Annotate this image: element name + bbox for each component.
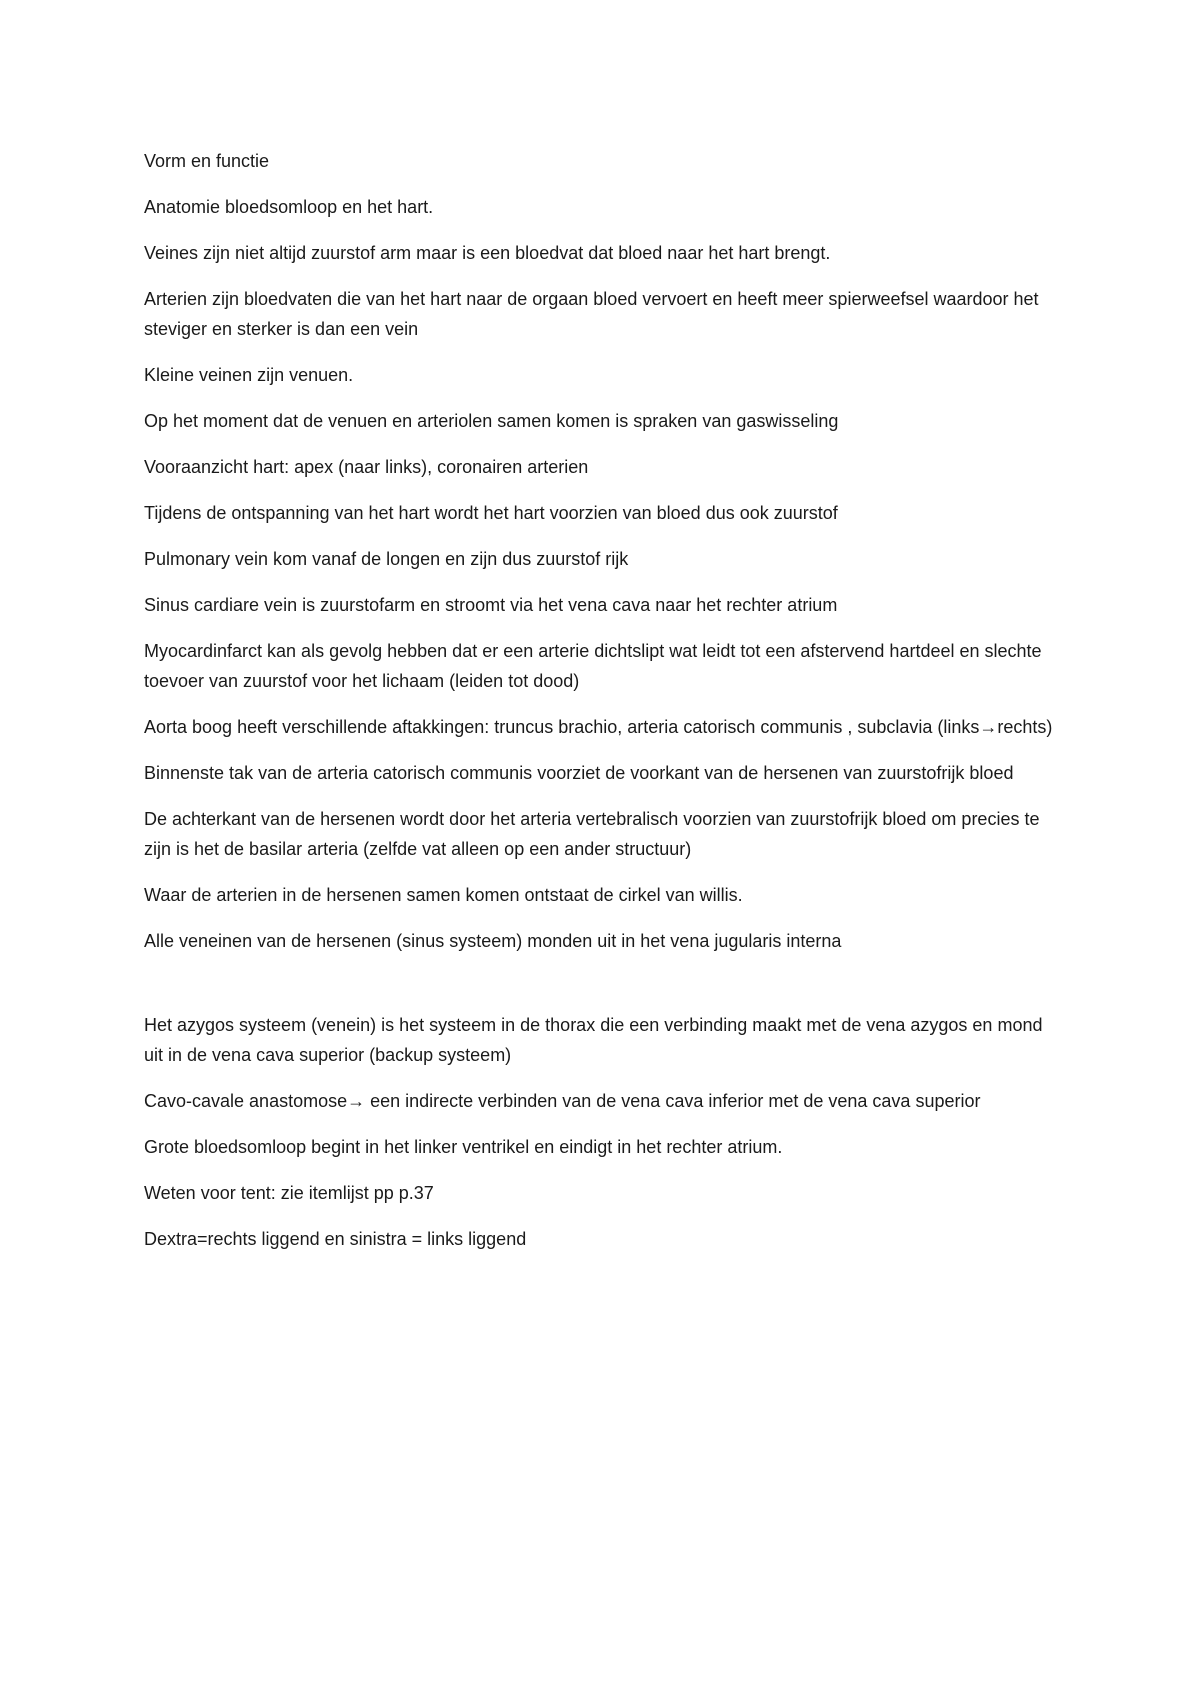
- paragraph: Pulmonary vein kom vanaf de longen en zijn dus zuurstof rijk: [144, 549, 629, 569]
- paragraph: Alle veneinen van de hersenen (sinus systeem) monden uit in het vena jugularis interna: [144, 931, 842, 951]
- paragraph: Vooraanzicht hart: apex (naar links), coronairen arterien: [144, 457, 589, 477]
- paragraph: Aorta boog heeft verschillende aftakkingen: truncus brachio, arteria catorisch communis , subclavia (links→rechts): [144, 717, 1053, 737]
- document-title: Vorm en functie: [144, 151, 270, 171]
- paragraph: Waar de arterien in de hersenen samen komen ontstaat de cirkel van willis.: [144, 885, 743, 905]
- paragraph: De achterkant van de hersenen wordt door het arteria vertebralisch voorzien van zuurstofrijk bloed om precies te zijn is het de basilar arteria (zelfde vat alleen op een ander structuur): [144, 809, 1040, 859]
- paragraph: Cavo-cavale anastomose→ een indirecte verbinden van de vena cava inferior met de vena cava superior: [144, 1091, 981, 1111]
- paragraph-gap: [144, 972, 1064, 1010]
- paragraph: Binnenste tak van de arteria catorisch communis voorziet de voorkant van de hersenen van zuurstofrijk bloed: [144, 763, 1014, 783]
- paragraph: Veines zijn niet altijd zuurstof arm maar is een bloedvat dat bloed naar het hart brengt.: [144, 243, 831, 263]
- paragraph: Het azygos systeem (venein) is het systeem in de thorax die een verbinding maakt met de vena azygos en mond uit in de vena cava superior (backup systeem): [144, 1015, 1043, 1065]
- document-subtitle: Anatomie bloedsomloop en het hart.: [144, 197, 434, 217]
- paragraph: Grote bloedsomloop begint in het linker ventrikel en eindigt in het rechter atrium.: [144, 1137, 783, 1157]
- paragraph: Dextra=rechts liggend en sinistra = links liggend: [144, 1229, 527, 1249]
- paragraph: Kleine veinen zijn venuen.: [144, 365, 354, 385]
- paragraph: Tijdens de ontspanning van het hart wordt het hart voorzien van bloed dus ook zuurstof: [144, 503, 838, 523]
- paragraph: Myocardinfarct kan als gevolg hebben dat er een arterie dichtslipt wat leidt tot een afstervend hartdeel en slechte toevoer van zuurstof voor het lichaam (leiden tot dood): [144, 641, 1042, 691]
- document-body: [144, 146, 1064, 1270]
- paragraph: Op het moment dat de venuen en arteriolen samen komen is spraken van gaswisseling: [144, 411, 839, 431]
- paragraph: Weten voor tent: zie itemlijst pp p.37: [144, 1183, 434, 1203]
- paragraph: Sinus cardiare vein is zuurstofarm en stroomt via het vena cava naar het rechter atrium: [144, 595, 838, 615]
- paragraph: Arterien zijn bloedvaten die van het hart naar de orgaan bloed vervoert en heeft meer spierweefsel waardoor het steviger en sterker is dan een vein: [144, 289, 1039, 339]
